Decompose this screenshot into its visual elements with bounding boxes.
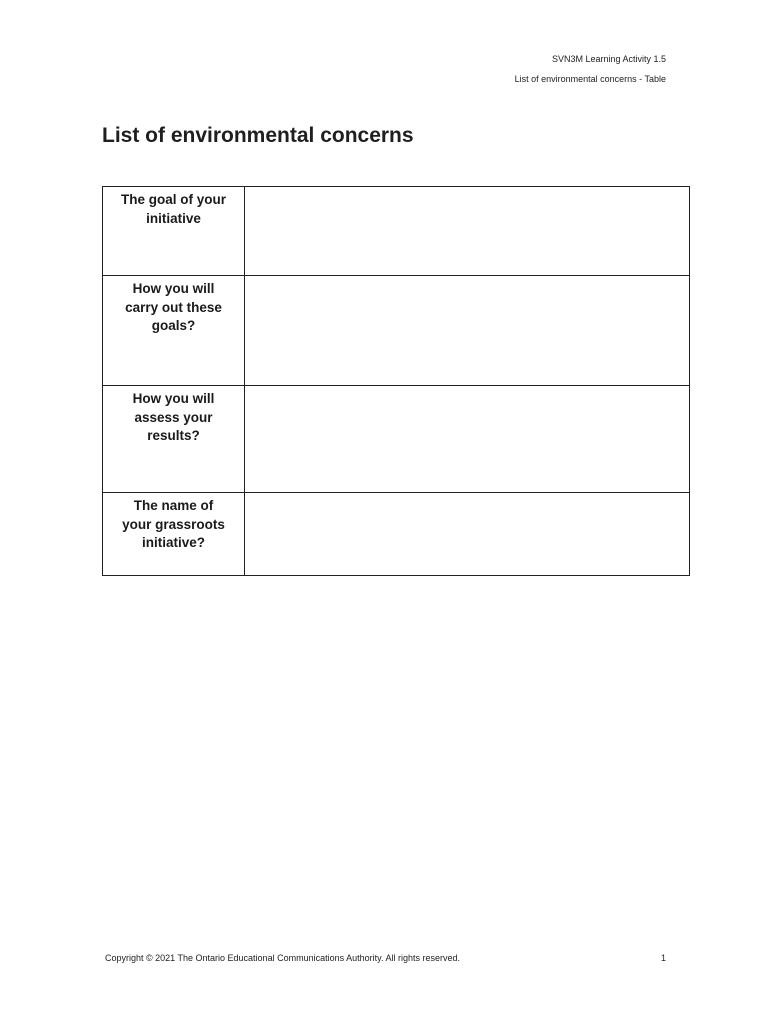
row-label: The name of your grassroots initiative?	[122, 498, 225, 550]
row-label: How you will assess your results?	[132, 391, 215, 443]
footer-copyright: Copyright © 2021 The Ontario Educational Communications Authority. All rights reserved.	[105, 953, 460, 963]
table-row	[103, 386, 690, 493]
header-subtitle: List of environmental concerns - Table	[514, 74, 666, 84]
table-row	[103, 187, 690, 276]
row-label: The goal of your initiative	[120, 192, 226, 226]
answer-cell-goal[interactable]	[245, 187, 690, 276]
answer-cell-name[interactable]	[245, 493, 690, 576]
answer-cell-assess[interactable]	[245, 386, 690, 493]
row-label-cell	[103, 187, 245, 276]
table-row	[103, 276, 690, 386]
row-label: How you will carry out these goals?	[125, 281, 222, 333]
row-label-cell	[103, 386, 245, 493]
concerns-table	[102, 186, 690, 576]
table-row	[103, 493, 690, 576]
page-title: List of environmental concerns	[102, 124, 414, 147]
answer-cell-carry-out[interactable]	[245, 276, 690, 386]
page-number: 1	[661, 953, 667, 963]
row-label-cell	[103, 493, 245, 576]
header-course-activity: SVN3M Learning Activity 1.5	[551, 54, 666, 64]
row-label-cell	[103, 276, 245, 386]
